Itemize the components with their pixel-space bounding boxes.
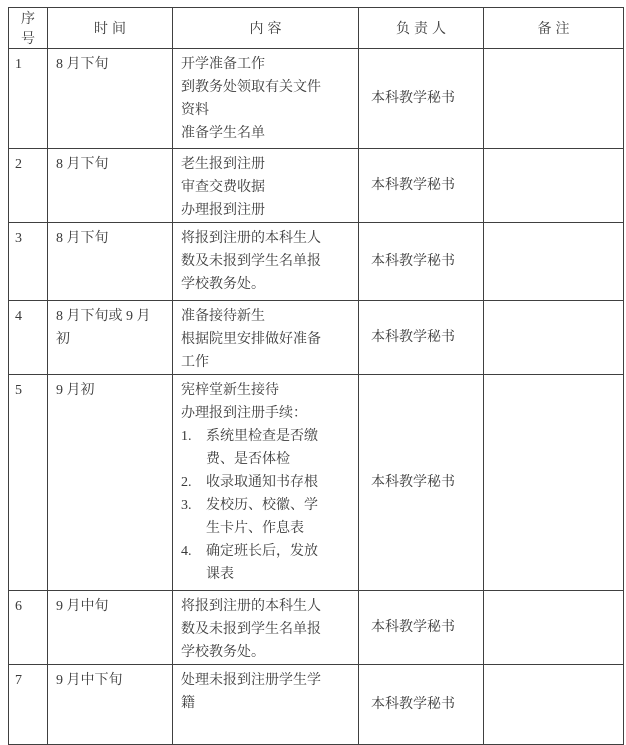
cell-content <box>173 149 359 223</box>
content-line: 费、是否体检 <box>206 452 290 467</box>
list-item-number: 4. <box>181 544 192 559</box>
cell-owner <box>359 591 484 665</box>
table-row <box>9 223 624 301</box>
header-cell-owner: 负责人 <box>359 8 484 49</box>
cell-time <box>48 301 173 375</box>
cell-note <box>484 375 624 591</box>
cell-content <box>173 223 359 301</box>
owner-text: 本科教学秘书 <box>371 91 455 106</box>
time-text: 8 月下旬或 9 月 <box>56 309 151 324</box>
content-line: 课表 <box>206 567 234 582</box>
content-line: 将报到注册的本科生人 <box>181 231 321 246</box>
schedule-table <box>8 7 624 745</box>
list-item-text <box>206 471 354 494</box>
cell-number <box>9 591 48 665</box>
row-number: 4 <box>15 309 22 324</box>
owner-text: 本科教学秘书 <box>371 254 455 269</box>
content-line: 根据院里安排做好准备 <box>181 332 321 347</box>
table-row <box>9 149 624 223</box>
time-text: 9 月初 <box>56 383 95 398</box>
time-text: 9 月中旬 <box>56 599 109 614</box>
content-line: 收录取通知书存根 <box>206 475 318 490</box>
content-line: 将报到注册的本科生人 <box>181 599 321 614</box>
cell-content <box>173 375 359 591</box>
cell-number <box>9 149 48 223</box>
list-item-number: 1. <box>181 429 192 444</box>
owner-text: 本科教学秘书 <box>371 178 455 193</box>
content-line: 工作 <box>181 355 209 370</box>
table-row <box>9 665 624 745</box>
cell-owner <box>359 49 484 149</box>
list-item <box>181 540 354 586</box>
cell-note <box>484 149 624 223</box>
cell-time <box>48 223 173 301</box>
list-item <box>181 425 354 471</box>
time-text: 8 月下旬 <box>56 57 109 72</box>
content-line: 数及未报到学生名单报 <box>181 254 321 269</box>
cell-content <box>173 49 359 149</box>
table-row <box>9 49 624 149</box>
cell-note <box>484 223 624 301</box>
cell-owner <box>359 149 484 223</box>
cell-owner <box>359 301 484 375</box>
list-item-text <box>206 540 354 586</box>
table-header-row <box>9 8 624 49</box>
content-line: 系统里检查是否缴 <box>206 429 318 444</box>
table-row <box>9 375 624 591</box>
content-line: 老生报到注册 <box>181 157 265 172</box>
list-item <box>181 471 354 494</box>
list-item <box>181 494 354 540</box>
owner-text: 本科教学秘书 <box>371 330 455 345</box>
content-line: 准备接待新生 <box>181 309 265 324</box>
list-item-number: 2. <box>181 475 192 490</box>
content-line: 开学准备工作 <box>181 57 265 72</box>
cell-number <box>9 375 48 591</box>
cell-owner <box>359 223 484 301</box>
content-line: 资料 <box>181 103 209 118</box>
time-text: 8 月下旬 <box>56 231 109 246</box>
owner-text: 本科教学秘书 <box>371 475 455 490</box>
list-item-text <box>206 494 354 540</box>
cell-number <box>9 49 48 149</box>
cell-content <box>173 591 359 665</box>
cell-time <box>48 375 173 591</box>
owner-text: 本科教学秘书 <box>371 697 455 712</box>
cell-owner <box>359 665 484 745</box>
row-number: 2 <box>15 157 22 172</box>
cell-time <box>48 149 173 223</box>
header-cell-time: 时间 <box>48 8 173 49</box>
cell-time <box>48 591 173 665</box>
header-cell-number: 序号 <box>9 8 48 49</box>
time-text: 8 月下旬 <box>56 157 109 172</box>
cell-note <box>484 49 624 149</box>
cell-owner <box>359 375 484 591</box>
content-line: 发校历、校徽、学 <box>206 498 318 513</box>
content-line: 到教务处领取有关文件 <box>181 80 321 95</box>
row-number: 7 <box>15 673 22 688</box>
content-line: 处理未报到注册学生学 <box>181 673 321 688</box>
cell-note <box>484 301 624 375</box>
list-item-text <box>206 425 354 471</box>
owner-text: 本科教学秘书 <box>371 620 455 635</box>
list-item-number: 3. <box>181 498 192 513</box>
time-text: 初 <box>56 332 70 347</box>
content-line: 籍 <box>181 696 195 711</box>
cell-number <box>9 665 48 745</box>
cell-number <box>9 223 48 301</box>
header-cell-content: 内容 <box>173 8 359 49</box>
header-cell-note: 备注 <box>484 8 624 49</box>
time-text: 9 月中下旬 <box>56 673 123 688</box>
row-number: 6 <box>15 599 22 614</box>
cell-time <box>48 665 173 745</box>
content-line: 审查交费收据 <box>181 180 265 195</box>
row-number: 3 <box>15 231 22 246</box>
content-line: 数及未报到学生名单报 <box>181 622 321 637</box>
content-line: 学校教务处。 <box>181 645 265 660</box>
content-line: 生卡片、作息表 <box>206 521 304 536</box>
content-line: 办理报到注册手续： <box>181 406 307 421</box>
row-number: 1 <box>15 57 22 72</box>
content-line: 确定班长后，发放 <box>206 544 318 559</box>
table-row <box>9 301 624 375</box>
cell-content <box>173 301 359 375</box>
cell-note <box>484 665 624 745</box>
content-line: 办理报到注册 <box>181 203 265 218</box>
cell-time <box>48 49 173 149</box>
cell-number <box>9 301 48 375</box>
cell-content <box>173 665 359 745</box>
cell-note <box>484 591 624 665</box>
row-number: 5 <box>15 383 22 398</box>
content-line: 学校教务处。 <box>181 277 265 292</box>
table-row <box>9 591 624 665</box>
content-line: 准备学生名单 <box>181 126 265 141</box>
content-line: 宪梓堂新生接待 <box>181 383 279 398</box>
